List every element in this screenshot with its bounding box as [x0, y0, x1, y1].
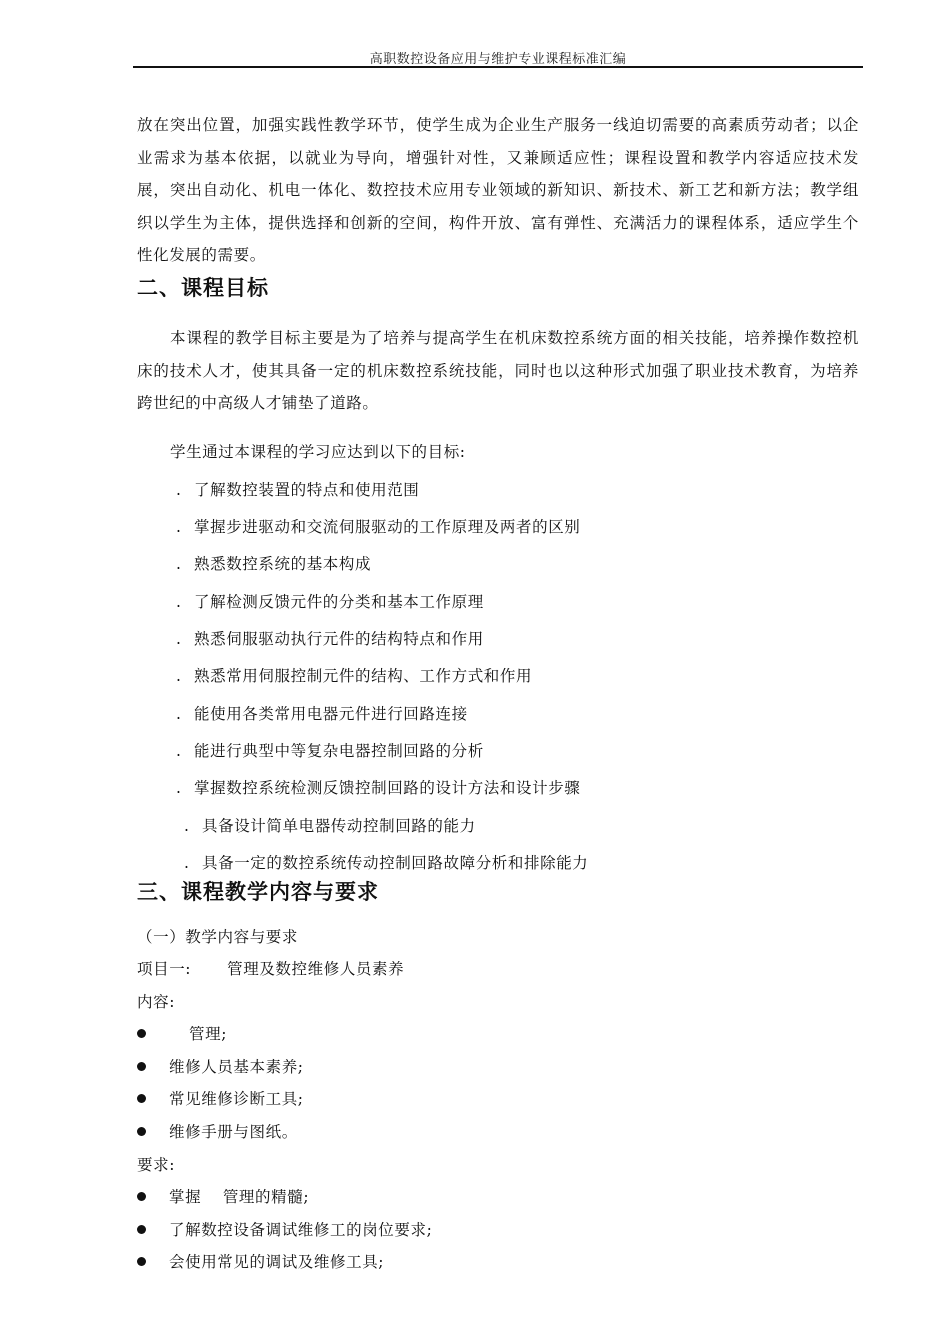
goal-item — [176, 702, 468, 724]
goal-marker: . — [176, 555, 182, 573]
intro-paragraph: 放在突出位置，加强实践性教学环节，使学生成为企业生产服务一线迫切需要的高素质劳动者；以企业需求为基本依据，以就业为导向，增强针对性，又兼顾适应性；课程设置和教学内容适应技术发展，突出自动化、机电一体化、数控技术应用专业领域的新知识、新技术、新工艺和新方法；教学组织以学生为主体，提供选择和创新的空间，构件开放、富有弹性、充满活力的课程体系，适应学生个性化发展的需要。 — [137, 116, 859, 264]
requirement-label: 要求: — [137, 1156, 176, 1174]
goal-item — [176, 515, 580, 537]
goals-intro: 学生通过本课程的学习应达到以下的目标: — [170, 443, 466, 461]
goal-text: 熟悉数控系统的基本构成 — [194, 555, 372, 573]
goal-marker: . — [176, 742, 182, 760]
goal-marker: . — [176, 593, 182, 611]
goal-text: 掌握数控系统检测反馈控制回路的设计方法和设计步骤 — [194, 779, 581, 797]
goal-item — [176, 590, 484, 612]
content-item-text: 常见维修诊断工具; — [169, 1090, 304, 1108]
requirement-item-text: 会使用常见的调试及维修工具; — [169, 1253, 385, 1271]
requirement-item — [137, 1218, 432, 1240]
goal-marker: . — [176, 667, 182, 685]
section-2-heading: 二、课程目标 — [137, 276, 269, 300]
goal-item — [176, 664, 532, 686]
content-item-text: 维修人员基本素养; — [169, 1058, 304, 1076]
bullet-icon — [137, 1127, 146, 1136]
goal-item — [176, 627, 484, 649]
goal-marker: . — [176, 705, 182, 723]
project-title: 管理及数控维修人员素养 — [227, 960, 405, 978]
header-divider — [133, 66, 863, 68]
bullet-icon — [137, 1192, 146, 1201]
content-item — [137, 1022, 227, 1044]
content-item — [137, 1087, 304, 1109]
goal-text: 了解检测反馈元件的分类和基本工作原理 — [194, 593, 484, 611]
page-header: 高职数控设备应用与维护专业课程标准汇编 — [369, 52, 627, 67]
goal-marker: . — [176, 630, 182, 648]
project-line — [137, 957, 404, 979]
goal-marker: . — [176, 481, 182, 499]
content-item — [137, 1120, 298, 1142]
goal-marker: . — [176, 779, 182, 797]
goal-item — [176, 739, 484, 761]
goal-item — [184, 851, 588, 873]
goal-item — [176, 776, 580, 798]
goal-text: 了解数控装置的特点和使用范围 — [194, 481, 420, 499]
requirement-item — [137, 1185, 309, 1207]
bullet-icon — [137, 1257, 146, 1266]
content-label: 内容: — [137, 993, 176, 1011]
requirement-item — [137, 1250, 384, 1272]
goal-text: 掌握步进驱动和交流伺服驱动的工作原理及两者的区别 — [194, 518, 581, 536]
goal-text: 能进行典型中等复杂电器控制回路的分析 — [194, 742, 484, 760]
goal-text: 熟悉常用伺服控制元件的结构、工作方式和作用 — [194, 667, 533, 685]
goal-item — [176, 552, 371, 574]
bullet-icon — [137, 1029, 146, 1038]
goal-text: 能使用各类常用电器元件进行回路连接 — [194, 705, 468, 723]
bullet-icon — [137, 1062, 146, 1071]
requirement-item-text: 了解数控设备调试维修工的岗位要求; — [169, 1221, 433, 1239]
content-item-text: 管理; — [189, 1025, 228, 1043]
content-item-text: 维修手册与图纸。 — [169, 1123, 298, 1141]
goal-marker: . — [184, 854, 190, 872]
goal-item — [184, 814, 476, 836]
bullet-icon — [137, 1225, 146, 1234]
bullet-icon — [137, 1094, 146, 1103]
goal-text: 熟悉伺服驱动执行元件的结构特点和作用 — [194, 630, 484, 648]
goal-marker: . — [184, 817, 190, 835]
project-label: 项目一: — [137, 960, 192, 978]
content-item — [137, 1055, 304, 1077]
section-3-subheading: （一）教学内容与要求 — [137, 928, 299, 946]
section-3-heading: 三、课程教学内容与要求 — [137, 880, 379, 904]
goal-text: 具备一定的数控系统传动控制回路故障分析和排除能力 — [202, 854, 589, 872]
goal-text: 具备设计简单电器传动控制回路的能力 — [202, 817, 476, 835]
section-2-paragraph: 本课程的教学目标主要是为了培养与提高学生在机床数控系统方面的相关技能，培养操作数控机床的技术人才，使其具备一定的机床数控系统技能，同时也以这种形式加强了职业技术教育，为培养跨世纪的中高级人才铺垫了道路。 — [137, 329, 859, 412]
goal-marker: . — [176, 518, 182, 536]
requirement-item-text: 掌握 管理的精髓; — [169, 1188, 310, 1206]
goal-item — [176, 478, 419, 500]
